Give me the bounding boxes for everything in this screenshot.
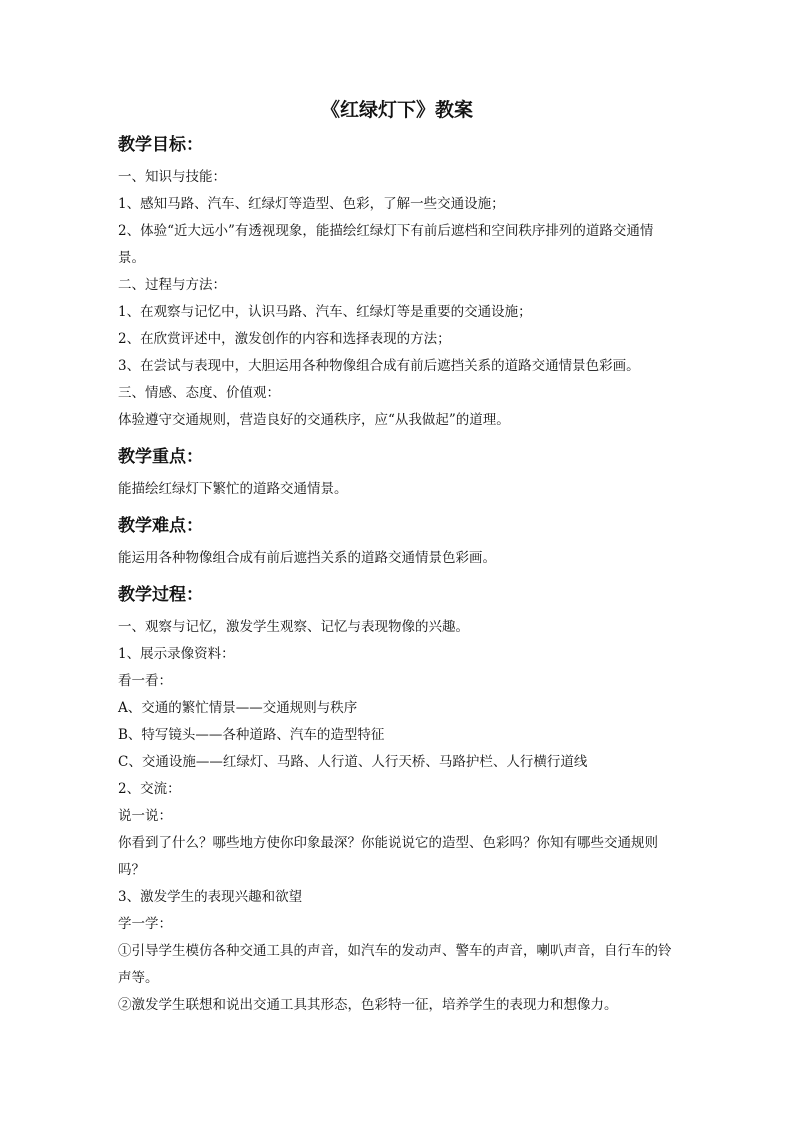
goals-line: 2、体验“近大远小”有透视现象，能描绘红绿灯下有前后遮档和空间秩序排列的道路交通情景。	[118, 223, 654, 266]
goals-line: 1、感知马路、汽车、红绿灯等造型、色彩，了解一些交通设施；	[118, 196, 505, 212]
process-line: ②激发学生联想和说出交通工具其形态，色彩特一征，培养学生的表现力和想像力。	[118, 997, 618, 1013]
key-points-line: 能描绘红绿灯下繁忙的道路交通情景。	[118, 481, 348, 497]
process-line: 说一说：	[118, 808, 172, 824]
goals-line: 三、情感、态度、价值观：	[118, 385, 280, 401]
process-line: 1、展示录像资料：	[118, 646, 235, 662]
goals-line: 二、过程与方法：	[118, 277, 226, 293]
difficulties-line: 能运用各种物像组合成有前后遮挡关系的道路交通情景色彩画。	[118, 550, 496, 566]
heading-difficulties: 教学难点：	[118, 516, 203, 536]
process-line: A、交通的繁忙情景——交通规则与秩序	[118, 700, 358, 716]
goals-line: 3、在尝试与表现中，大胆运用各种物像组合成有前后遮挡关系的道路交通情景色彩画。	[118, 358, 640, 374]
document-title: 《红绿灯下》教案	[320, 99, 473, 121]
heading-process: 教学过程：	[118, 585, 203, 605]
process-line: 看一看：	[118, 673, 172, 689]
process-line: ①引导学生模仿各种交通工具的声音，如汽车的发动声、警车的声音，喇叭声音，自行车的铃声等。	[118, 943, 672, 986]
process-line: B、特写镜头——各种道路、汽车的造型特征	[118, 727, 385, 743]
process-line: 你看到了什么？哪些地方使你印象最深？你能说说它的造型、色彩吗？你知有哪些交通规则吗？	[118, 835, 658, 878]
process-line: 学一学：	[118, 916, 172, 932]
process-line: C、交通设施——红绿灯、马路、人行道、人行天桥、马路护栏、人行横行道线	[118, 754, 588, 770]
heading-key-points: 教学重点：	[118, 447, 203, 467]
process-line: 一、观察与记忆，激发学生观察、记忆与表现物像的兴趣。	[118, 619, 469, 635]
goals-line: 1、在观察与记忆中，认识马路、汽车、红绿灯等是重要的交通设施；	[118, 304, 532, 320]
goals-line: 体验遵守交通规则，营造良好的交通秩序，应“从我做起”的道理。	[118, 412, 510, 428]
goals-line: 一、知识与技能：	[118, 169, 226, 185]
section-process	[118, 582, 676, 1019]
process-line: 3、激发学生的表现兴趣和欲望	[118, 889, 303, 905]
goals-line: 2、在欣赏评述中，激发创作的内容和选择表现的方法；	[118, 331, 451, 347]
process-line: 2、交流：	[118, 781, 181, 797]
section-difficulties	[118, 513, 676, 572]
section-key-points	[118, 444, 676, 503]
section-goals	[118, 132, 676, 434]
heading-goals: 教学目标：	[118, 135, 203, 155]
